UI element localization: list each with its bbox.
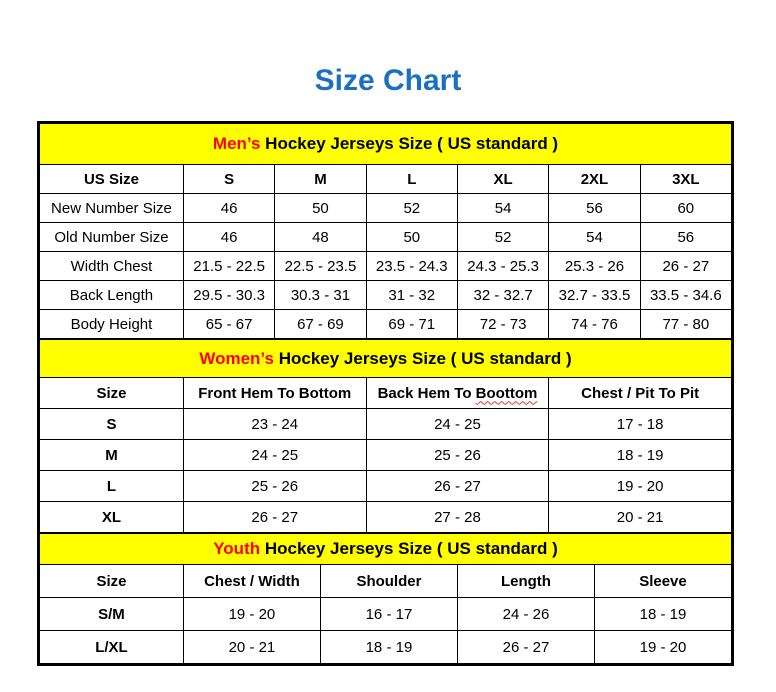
youth-size-table: [39, 533, 732, 664]
cell: 50: [366, 223, 457, 252]
cell: 60: [640, 194, 731, 223]
page-title: Size Chart: [314, 64, 462, 97]
cell: 56: [640, 223, 731, 252]
cell: 46: [183, 194, 274, 223]
youth-column-header-row: [40, 565, 732, 598]
table-row-women-m: [40, 440, 732, 471]
column-header-s: S: [183, 165, 274, 194]
row-label: L: [40, 471, 184, 502]
back-hem-prefix: Back Hem To: [377, 384, 476, 402]
cell: 18 - 19: [549, 440, 732, 471]
column-header-front-hem: Front Hem To Bottom: [183, 378, 366, 409]
mens-size-table: [39, 123, 732, 339]
cell: 54: [549, 223, 640, 252]
cell: 25 - 26: [366, 440, 549, 471]
column-header-l: L: [366, 165, 457, 194]
cell: 27 - 28: [366, 502, 549, 533]
cell: 24.3 - 25.3: [457, 252, 548, 281]
womens-column-header-row: [40, 378, 732, 409]
mens-section-highlight: Men’s: [212, 134, 261, 153]
cell: 24 - 25: [366, 409, 549, 440]
youth-section-header-row: [40, 534, 732, 565]
cell: 23.5 - 24.3: [366, 252, 457, 281]
womens-size-table: [39, 339, 732, 533]
row-label: S: [40, 409, 184, 440]
cell: 19 - 20: [183, 598, 320, 631]
row-label: XL: [40, 502, 184, 533]
table-row-women-xl: [40, 502, 732, 533]
column-header-us-size: US Size: [40, 165, 184, 194]
womens-section-header-rest: Hockey Jerseys Size ( US standard ): [273, 348, 572, 368]
cell: 52: [366, 194, 457, 223]
row-label: New Number Size: [40, 194, 184, 223]
column-header-length: Length: [457, 565, 594, 598]
cell: 54: [457, 194, 548, 223]
cell: 25 - 26: [183, 471, 366, 502]
youth-section-highlight: Youth: [213, 539, 261, 558]
cell: 21.5 - 22.5: [183, 252, 274, 281]
table-row-youth-sm: [40, 598, 732, 631]
column-header-back-hem: [366, 378, 549, 409]
cell: 48: [275, 223, 366, 252]
cell: 31 - 32: [366, 281, 457, 310]
table-row-youth-lxl: [40, 631, 732, 664]
cell: 67 - 69: [275, 310, 366, 339]
row-label: S/M: [40, 598, 184, 631]
cell: 25.3 - 26: [549, 252, 640, 281]
cell: 52: [457, 223, 548, 252]
column-header-sleeve: Sleeve: [594, 565, 731, 598]
cell: 72 - 73: [457, 310, 548, 339]
womens-section-header: [40, 340, 732, 378]
cell: 19 - 20: [594, 631, 731, 664]
column-header-2xl: 2XL: [549, 165, 640, 194]
cell: 19 - 20: [549, 471, 732, 502]
table-row-width-chest: [40, 252, 732, 281]
row-label: Width Chest: [40, 252, 184, 281]
table-row-new-number-size: [40, 194, 732, 223]
cell: 26 - 27: [183, 502, 366, 533]
cell: 20 - 21: [183, 631, 320, 664]
row-label: Body Height: [40, 310, 184, 339]
cell: 30.3 - 31: [275, 281, 366, 310]
size-chart-table: [37, 121, 734, 666]
cell: 69 - 71: [366, 310, 457, 339]
row-label: L/XL: [40, 631, 184, 664]
cell: 20 - 21: [549, 502, 732, 533]
row-label: Old Number Size: [40, 223, 184, 252]
mens-section-header: [40, 124, 732, 165]
column-header-size: Size: [40, 378, 184, 409]
mens-column-header-row: [40, 165, 732, 194]
cell: 77 - 80: [640, 310, 731, 339]
table-row-women-s: [40, 409, 732, 440]
table-row-body-height: [40, 310, 732, 339]
cell: 22.5 - 23.5: [275, 252, 366, 281]
mens-section-header-row: [40, 124, 732, 165]
mens-section-header-rest: Hockey Jerseys Size ( US standard ): [260, 134, 559, 153]
cell: 33.5 - 34.6: [640, 281, 731, 310]
row-label: M: [40, 440, 184, 471]
table-row-old-number-size: [40, 223, 732, 252]
column-header-shoulder: Shoulder: [320, 565, 457, 598]
column-header-xl: XL: [457, 165, 548, 194]
cell: 24 - 25: [183, 440, 366, 471]
cell: 24 - 26: [457, 598, 594, 631]
cell: 65 - 67: [183, 310, 274, 339]
table-row-women-l: [40, 471, 732, 502]
column-header-3xl: 3XL: [640, 165, 731, 194]
cell: 32 - 32.7: [457, 281, 548, 310]
cell: 23 - 24: [183, 409, 366, 440]
cell: 56: [549, 194, 640, 223]
womens-section-header-row: [40, 340, 732, 378]
column-header-chest-pit: Chest / Pit To Pit: [549, 378, 732, 409]
cell: 26 - 27: [366, 471, 549, 502]
youth-section-header: [40, 534, 732, 565]
column-header-chest-width: Chest / Width: [183, 565, 320, 598]
table-row-back-length: [40, 281, 732, 310]
cell: 18 - 19: [594, 598, 731, 631]
cell: 16 - 17: [320, 598, 457, 631]
womens-section-highlight: Women’s: [199, 348, 274, 368]
column-header-size: Size: [40, 565, 184, 598]
column-header-m: M: [275, 165, 366, 194]
cell: 32.7 - 33.5: [549, 281, 640, 310]
cell: 26 - 27: [640, 252, 731, 281]
youth-section-header-rest: Hockey Jerseys Size ( US standard ): [260, 539, 558, 558]
cell: 26 - 27: [457, 631, 594, 664]
cell: 74 - 76: [549, 310, 640, 339]
cell: 29.5 - 30.3: [183, 281, 274, 310]
cell: 18 - 19: [320, 631, 457, 664]
back-hem-misspelled-word: Boottom: [475, 384, 538, 402]
cell: 46: [183, 223, 274, 252]
cell: 17 - 18: [549, 409, 732, 440]
cell: 50: [275, 194, 366, 223]
row-label: Back Length: [40, 281, 184, 310]
